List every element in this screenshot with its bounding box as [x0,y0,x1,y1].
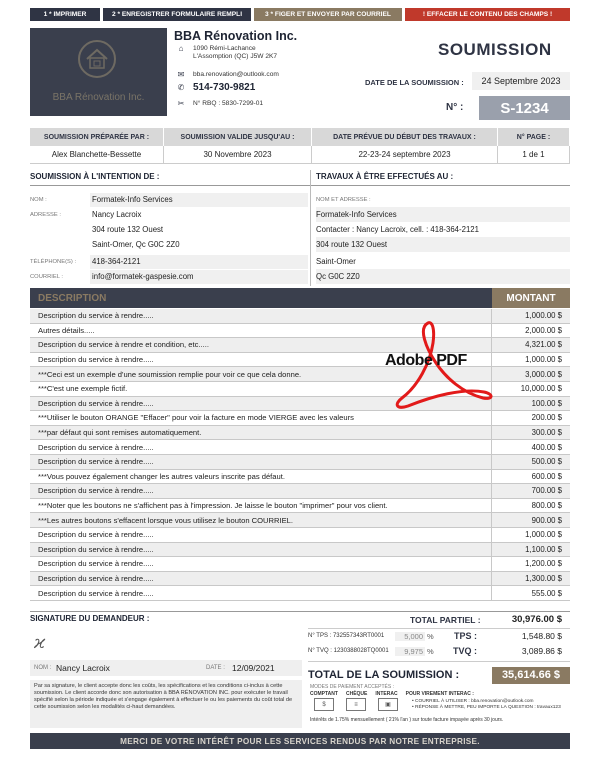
signature-title: SIGNATURE DU DEMANDEUR : [30,614,150,623]
client-address-line3[interactable]: Saint-Omer, Qc G0C 2Z0 [90,238,308,252]
item-amount-field[interactable]: 2,000.00 $ [525,325,562,335]
item-description-field[interactable]: ***Vous pouvez également changer les autres valeurs inscrite pas défaut. [30,470,492,484]
tvq-number: N° TVQ : 1230388028TQ0001 [308,648,389,654]
envelope-icon: ✉ [177,70,185,79]
number-label: N° : [446,102,464,113]
table-row [30,513,570,528]
start-date-header: DATE PRÉVUE DU DÉBUT DES TRAVAUX : [312,128,498,146]
interac-info: • COURRIEL À UTILISER : bba.renovation@outlook.com • RÉPONSE À METTRE, PEU IMPORTE LA QUESTION : travaux123 [412,699,561,710]
item-amount-field[interactable]: 200.00 $ [531,413,562,423]
item-amount-field[interactable]: 1,000.00 $ [525,530,562,540]
item-amount-field[interactable]: 1,000.00 $ [492,309,570,323]
item-description-field[interactable]: Description du service à rendre..... [30,543,492,557]
client-name-field[interactable]: Formatek-Info Services [90,193,308,207]
cash-icon: $ [314,698,334,711]
tools-icon: ✂ [177,99,185,108]
client-section-title: SOUMISSION À L'INTENTION DE : [30,172,160,181]
phone-row [175,84,255,92]
tps-row: N° TPS : 732557343RT0001 5,000 % TPS : [308,631,477,641]
interac-icon: ▣ [378,698,398,711]
works-line4[interactable]: Saint-Omer [316,257,356,266]
item-amount-field[interactable]: 400.00 $ [531,442,562,452]
item-amount-field[interactable]: 700.00 $ [492,484,570,498]
tvq-row: N° TVQ : 1230388028TQ0001 9,975 % TVQ : [308,646,477,656]
info-table [30,128,570,164]
client-address-row [30,222,308,237]
item-amount-field[interactable]: 1,000.00 $ [525,355,562,365]
start-date-field[interactable]: 22-23-24 septembre 2023 [312,146,498,164]
item-amount-field[interactable]: 800.00 $ [531,501,562,511]
item-description-field[interactable]: Description du service à rendre..... [30,557,492,571]
works-line1[interactable]: Formatek-Info Services [316,207,570,222]
subtotal-value: 30,976.00 $ [511,614,562,625]
works-section-title: TRAVAUX À ÊTRE EFFECTUÉS AU : [316,172,454,181]
table-row [30,455,570,470]
signer-row: NOM : Nancy Lacroix DATE : 12/09/2021 [30,660,302,676]
item-amount-field[interactable]: 3,000.00 $ [492,367,570,381]
works-label: NOM ET ADRESSE : [316,196,371,203]
description-header: DESCRIPTION [30,288,492,308]
works-line2[interactable]: Contacter : Nancy Lacroix, cell. : 418-364-2121 [316,225,479,234]
item-description-field[interactable]: Description du service à rendre..... [30,397,492,411]
interest-notice: Intérêts de 1.75% mensuellement ( 21% l'an ) sur toute facture impayée après 30 jours. [310,717,504,723]
item-amount-field[interactable]: 10,000.00 $ [520,384,562,394]
item-description-field[interactable]: ***C'est une exemple fictif. [30,382,492,396]
prepared-by-header: SOUMISSION PRÉPARÉE PAR : [30,128,164,146]
tvq-rate-field[interactable]: 9,975 [395,647,425,656]
item-description-field[interactable]: ***Ceci est un exemple d'une soumission remplie pour voir ce que cela donne. [30,367,492,381]
item-description-field[interactable]: Autres détails..... [30,324,492,338]
company-email: bba.renovation@outlook.com [193,71,279,78]
item-description-field[interactable]: Description du service à rendre..... [30,309,492,323]
client-address-row [30,237,308,252]
clear-fields-button[interactable]: ! EFFACER LE CONTENU DES CHAMPS ! [405,8,570,21]
item-amount-field[interactable]: 600.00 $ [531,471,562,481]
email-row [175,71,279,79]
payment-labels: COMPTANT CHÈQUE INTERAC POUR VIREMENT INTERAC : [310,691,474,697]
house-icon [78,40,116,78]
client-email-field[interactable]: info@formatek-gaspesie.com [90,270,308,284]
item-description-field[interactable]: ***Utiliser le bouton ORANGE "Effacer" pour voir la facture en mode VIERGE avec les valeurs [30,411,492,425]
table-row [30,557,570,572]
client-email-row: COURRIEL : info@formatek-gaspesie.com [30,269,308,284]
client-phone-field[interactable]: 418-364-2121 [90,255,308,269]
tps-label: TPS : [453,631,477,641]
cheque-icon: ≡ [346,698,366,711]
grand-total-label: TOTAL DE LA SOUMISSION : [308,669,460,681]
item-description-field[interactable]: Description du service à rendre..... [30,455,492,469]
signature-field[interactable] [30,626,302,658]
client-address-line1[interactable]: Nancy Lacroix [90,208,308,222]
table-row [30,411,570,426]
divider [30,611,570,612]
item-amount-field[interactable]: 1,300.00 $ [492,572,570,586]
save-form-button[interactable]: 2 * ENREGISTRER FORMULAIRE REMPLI [103,8,251,21]
payment-title: MODES DE PAIEMENT ACCEPTÉS : [310,684,394,690]
signature-mark-icon: ϰ [34,632,46,653]
item-description-field[interactable]: Description du service à rendre..... [30,528,492,542]
item-description-field[interactable]: Description du service à rendre..... [30,586,492,600]
tvq-value: 3,089.86 $ [521,646,562,656]
valid-until-header: SOUMISSION VALIDE JUSQU'AU : [164,128,312,146]
adobe-pdf-logo-text: Adobe PDF [385,352,467,369]
item-amount-field[interactable]: 1,200.00 $ [525,559,562,569]
signer-name-field[interactable]: Nancy Lacroix [56,663,110,673]
address-line1: 1090 Rémi-Lachance [193,45,256,52]
table-row [30,499,570,514]
valid-until-field[interactable]: 30 Novembre 2023 [164,146,312,164]
works-line5[interactable]: Qc G0C 2Z0 [316,269,570,284]
logo-text: BBA Rénovation Inc. [52,92,145,103]
item-amount-field[interactable]: 4,321.00 $ [492,338,570,352]
client-name-row: NOM : Formatek-Info Services [30,192,308,207]
item-amount-field[interactable]: 300.00 $ [492,426,570,440]
amount-header: MONTANT [492,288,570,308]
item-amount-field[interactable]: 1,100.00 $ [492,543,570,557]
subtotal-label: TOTAL PARTIEL : [410,615,481,625]
toolbar [30,8,570,21]
client-phone-row: TÉLÉPHONE(S) : 418-364-2121 [30,254,308,269]
item-description-field[interactable]: Description du service à rendre..... [30,484,492,498]
table-row [30,528,570,543]
signature-date-field[interactable]: 12/09/2021 [232,663,275,673]
print-button[interactable]: 1 * IMPRIMER [30,8,100,21]
address-row [175,45,277,61]
company-logo [30,28,167,116]
client-address-line2[interactable]: 304 route 132 Ouest [90,223,308,237]
divider [310,170,311,286]
phone-icon: ✆ [177,83,185,92]
item-description-field[interactable]: ***Les autres boutons s'effacent lorsque vous utilisez le bouton COURRIEL. [30,513,492,527]
items-table-header [30,288,570,308]
item-description-field[interactable]: ***Noter que les boutons ne s'affichent pas à l'impression. Je laisse le bouton "imprimer" pour vos client. [30,499,492,513]
item-amount-field[interactable]: 555.00 $ [531,588,562,598]
item-description-field[interactable]: ***par défaut qui sont remises automatiquement. [30,426,492,440]
legal-text: Par sa signature, le client accepte donc les coûts, les spécifications et les conditions ci-inclus à cette soumission. Le client accorde donc son autorisation à BBA RÉNOVATION INC. pour exécuter le travail spécifié selon la période indiquée et s'engage également à effectuer le ou les paiements du coût total de cette soumission selon les modalités ci-haut demandées. [30,680,302,728]
table-row [30,572,570,587]
date-label: DATE DE LA SOUMISSION : [365,78,464,87]
table-row [30,470,570,485]
tvq-label: TVQ : [453,646,477,656]
divider [30,185,570,186]
item-amount-field[interactable]: 500.00 $ [492,455,570,469]
item-description-field[interactable]: Description du service à rendre et condition, etc..... [30,338,492,352]
page-number-header: N° PAGE : [498,128,570,146]
client-address-row: ADRESSE : Nancy Lacroix [30,207,308,222]
fix-send-email-button[interactable]: 3 * FIGER ET ENVOYER PAR COURRIEL [254,8,402,21]
footer-banner: MERCI DE VOTRE INTÉRÊT POUR LES SERVICES RENDUS PAR NOTRE ENTREPRISE. [30,733,570,749]
address-line2: L'Assomption (QC) J5W 2K7 [193,53,278,60]
company-phone: 514-730-9821 [193,82,256,93]
tps-number: N° TPS : 732557343RT0001 [308,633,385,639]
tps-rate-field[interactable]: 5,000 [395,632,425,641]
table-row [30,426,570,441]
item-description-field[interactable]: Description du service à rendre..... [30,353,492,367]
tps-value: 1,548.80 $ [521,631,562,641]
item-description-field[interactable]: Description du service à rendre..... [30,440,492,454]
company-name: BBA Rénovation Inc. [174,29,298,43]
rbq-row [175,100,263,108]
home-icon: ⌂ [178,44,184,53]
page-title: SOUMISSION [438,40,552,59]
works-line3[interactable]: 304 route 132 Ouest [316,237,570,252]
company-rbq: N° RBQ : 5830-7299-01 [193,100,264,107]
item-amount-field[interactable]: 900.00 $ [492,513,570,527]
table-row [30,440,570,455]
item-amount-field[interactable]: 100.00 $ [492,397,570,411]
grand-total-row [308,666,570,684]
item-description-field[interactable]: Description du service à rendre..... [30,572,492,586]
table-row [30,586,570,601]
table-row [30,484,570,499]
grand-total-value: 35,614.66 $ [492,667,570,684]
quote-number-field[interactable]: S-1234 [479,96,570,120]
quote-date-field[interactable]: 24 Septembre 2023 [472,72,570,90]
prepared-by-field[interactable]: Alex Blanchette-Bessette [30,146,164,164]
page-number-field[interactable]: 1 de 1 [498,146,570,164]
payment-icons [314,698,398,711]
table-row [30,543,570,558]
